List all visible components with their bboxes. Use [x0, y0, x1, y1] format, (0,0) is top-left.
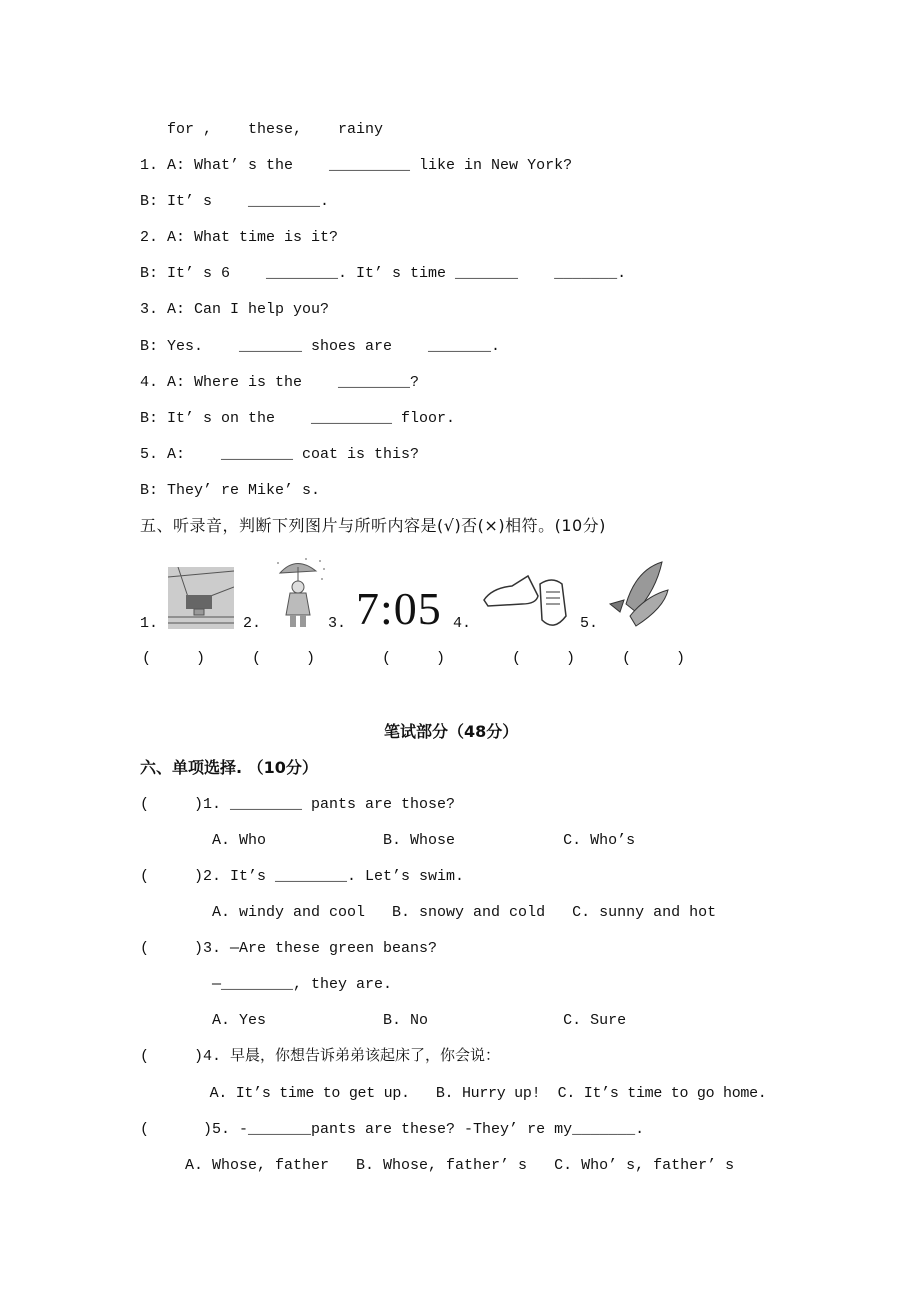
options-line: A. It’s time to get up. B. Hurry up! C. It’s time to go home.	[140, 1085, 767, 1102]
word-bank: for , these, rainy	[167, 121, 384, 138]
options-line: A. windy and cool B. snowy and cold C. sunny and hot	[140, 904, 717, 921]
question-line: ( )4. 早晨，你想告诉弟弟该起床了，你会说：	[140, 1048, 501, 1065]
answer-paren[interactable]: ( )	[622, 650, 686, 667]
item-number: 2.	[243, 615, 262, 632]
options-line: A. Who B. Whose C. Who’s	[140, 832, 636, 849]
item-number: 4.	[453, 615, 472, 632]
question-line: ( )3. —Are these green beans?	[140, 940, 438, 957]
fill-in-line: B: It’ s 6 ________. It’ s time _______ _______.	[140, 265, 627, 282]
shoes-picture	[482, 570, 572, 632]
girl-umbrella-picture	[276, 557, 328, 631]
answer-paren[interactable]: ( )	[512, 650, 576, 667]
options-line: A. Whose, father B. Whose, father’ s C. Who’ s, father’ s	[140, 1157, 735, 1174]
fill-in-line: 4. A: Where is the ________?	[140, 374, 420, 391]
question-line: ( )1. ________ pants are those?	[140, 796, 456, 813]
item-number: 3.	[328, 615, 347, 632]
fill-in-line: B: They’ re Mike’ s.	[140, 482, 321, 499]
item-number: 1.	[140, 615, 159, 632]
section6-title: 六、单项选择. （10分）	[140, 758, 318, 777]
options-line: A. Yes B. No C. Sure	[140, 1012, 627, 1029]
written-section-title: 笔试部分（48分）	[384, 722, 519, 741]
fill-in-line: B: It’ s on the _________ floor.	[140, 410, 456, 427]
question-line: ( )2. It’s ________. Let’s swim.	[140, 868, 465, 885]
fill-in-line: 3. A: Can I help you?	[140, 301, 330, 318]
fill-in-line: 5. A: ________ coat is this?	[140, 446, 420, 463]
answer-paren[interactable]: ( )	[252, 650, 316, 667]
question-line: ( )5. -_______pants are these? -They’ re my_______.	[140, 1121, 645, 1138]
classroom-picture	[168, 567, 234, 629]
fill-in-line: B: Yes. _______ shoes are _______.	[140, 338, 501, 355]
answer-paren[interactable]: ( )	[382, 650, 446, 667]
fill-in-line: 2. A: What time is it?	[140, 229, 339, 246]
answer-paren[interactable]: ( )	[142, 650, 206, 667]
clock-time-picture: 7:05	[356, 583, 442, 634]
carrots-picture	[606, 560, 670, 630]
fill-in-line: 1. A: What’ s the _________ like in New York?	[140, 157, 573, 174]
fill-in-line: B: It’ s ________.	[140, 193, 330, 210]
section5-title: 五、听录音，判断下列图片与所听内容是(√)否(×)相符。(10分)	[140, 516, 606, 535]
item-number: 5.	[580, 615, 599, 632]
question-line: —________, they are.	[140, 976, 393, 993]
